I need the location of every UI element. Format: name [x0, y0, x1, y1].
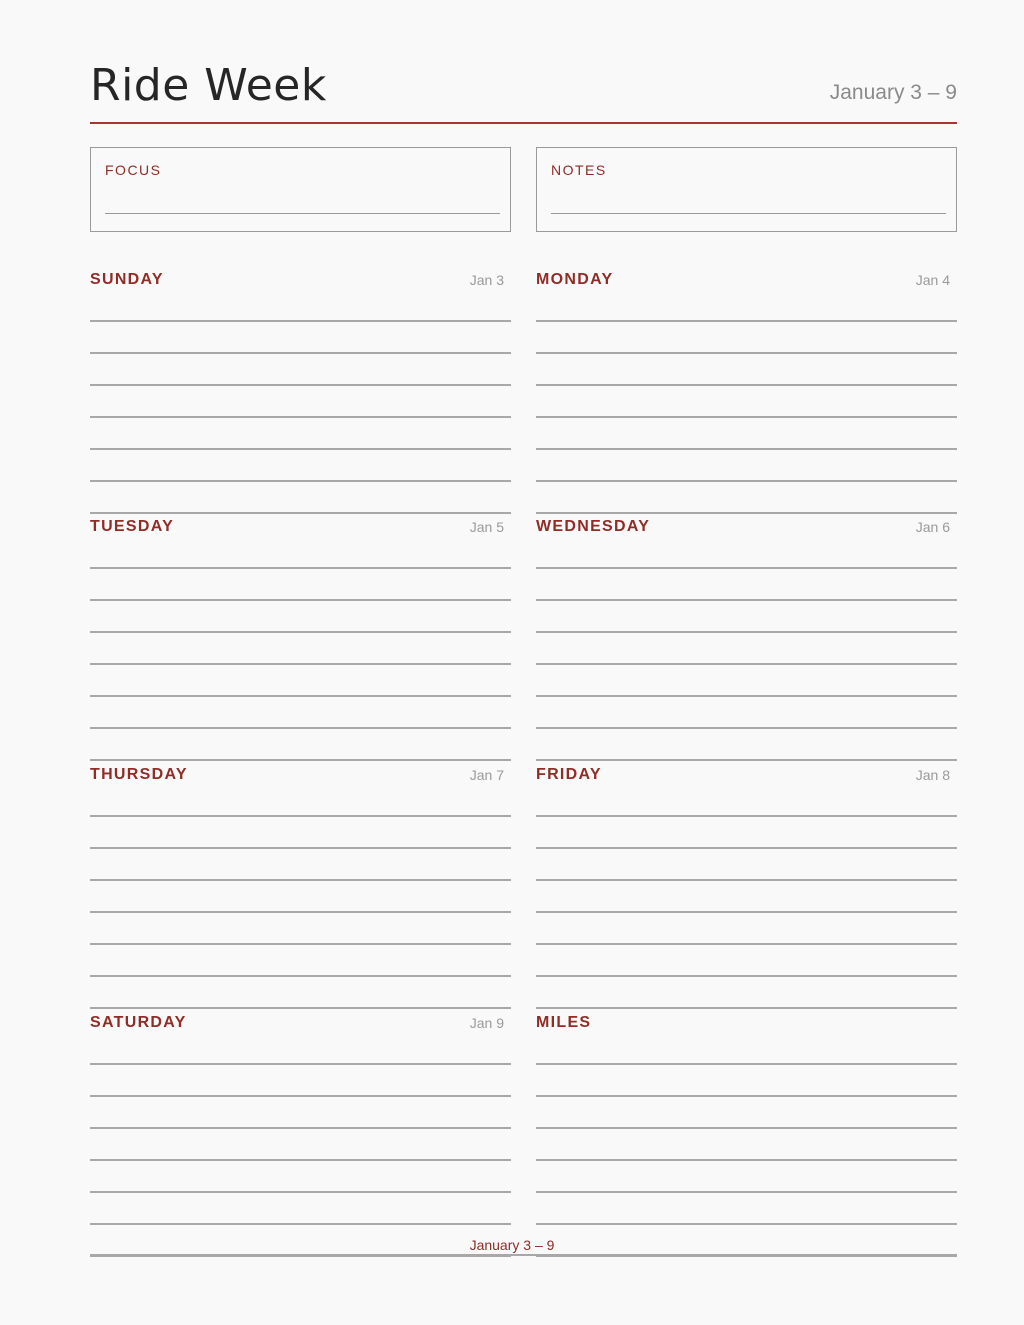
- footer-divider: [90, 1254, 957, 1256]
- write-line[interactable]: [90, 480, 511, 482]
- day-date: Jan 3: [469, 272, 504, 288]
- write-line[interactable]: [90, 448, 511, 450]
- write-line[interactable]: [90, 815, 511, 817]
- write-line[interactable]: [536, 416, 957, 418]
- focus-box[interactable]: [90, 147, 511, 232]
- day-name: MILES: [536, 1014, 592, 1031]
- day-date: Jan 6: [915, 519, 950, 535]
- write-line[interactable]: [90, 384, 511, 386]
- write-line[interactable]: [536, 1191, 957, 1193]
- write-line[interactable]: [536, 1063, 957, 1065]
- write-line[interactable]: [536, 352, 957, 354]
- day-name: SATURDAY: [90, 1014, 187, 1031]
- write-line[interactable]: [90, 879, 511, 881]
- write-line[interactable]: [536, 663, 957, 665]
- write-line[interactable]: [536, 695, 957, 697]
- write-line[interactable]: [90, 1095, 511, 1097]
- write-line[interactable]: [536, 567, 957, 569]
- notes-write-line: [551, 213, 946, 214]
- write-line[interactable]: [90, 727, 511, 729]
- write-line[interactable]: [536, 1159, 957, 1161]
- write-line[interactable]: [90, 1007, 511, 1009]
- write-line[interactable]: [90, 631, 511, 633]
- write-line[interactable]: [536, 879, 957, 881]
- write-line[interactable]: [536, 512, 957, 514]
- write-line[interactable]: [90, 847, 511, 849]
- write-line[interactable]: [90, 695, 511, 697]
- write-line[interactable]: [90, 1063, 511, 1065]
- write-line[interactable]: [536, 448, 957, 450]
- write-line[interactable]: [536, 727, 957, 729]
- write-line[interactable]: [90, 1191, 511, 1193]
- write-line[interactable]: [90, 975, 511, 977]
- write-line[interactable]: [90, 512, 511, 514]
- day-name: SUNDAY: [90, 271, 164, 288]
- write-line[interactable]: [536, 815, 957, 817]
- day-name: THURSDAY: [90, 766, 188, 783]
- write-line[interactable]: [90, 759, 511, 761]
- day-name: FRIDAY: [536, 766, 602, 783]
- notes-box[interactable]: [536, 147, 957, 232]
- write-line[interactable]: [536, 911, 957, 913]
- header-date-range: January 3 – 9: [829, 81, 957, 104]
- focus-label: FOCUS: [105, 162, 162, 178]
- write-line[interactable]: [536, 384, 957, 386]
- header-divider: [90, 122, 957, 124]
- write-line[interactable]: [90, 911, 511, 913]
- day-name: WEDNESDAY: [536, 518, 651, 535]
- write-line[interactable]: [536, 1127, 957, 1129]
- write-line[interactable]: [90, 416, 511, 418]
- day-name: MONDAY: [536, 271, 614, 288]
- day-name: TUESDAY: [90, 518, 175, 535]
- write-line[interactable]: [90, 352, 511, 354]
- write-line[interactable]: [536, 480, 957, 482]
- write-line[interactable]: [536, 1223, 957, 1225]
- write-line[interactable]: [90, 1127, 511, 1129]
- day-date: Jan 5: [469, 519, 504, 535]
- write-line[interactable]: [90, 663, 511, 665]
- day-date: Jan 4: [915, 272, 950, 288]
- day-date: Jan 8: [915, 767, 950, 783]
- page-title: Ride Week: [90, 60, 327, 111]
- write-line[interactable]: [90, 1223, 511, 1225]
- focus-write-line: [105, 213, 500, 214]
- write-line[interactable]: [536, 847, 957, 849]
- write-line[interactable]: [536, 943, 957, 945]
- write-line[interactable]: [536, 975, 957, 977]
- write-line[interactable]: [90, 943, 511, 945]
- write-line[interactable]: [536, 599, 957, 601]
- footer-date-range: January 3 – 9: [469, 1237, 555, 1253]
- day-date: Jan 9: [469, 1015, 504, 1031]
- write-line[interactable]: [536, 631, 957, 633]
- write-line[interactable]: [536, 759, 957, 761]
- day-date: Jan 7: [469, 767, 504, 783]
- notes-label: NOTES: [551, 162, 607, 178]
- write-line[interactable]: [536, 1007, 957, 1009]
- write-line[interactable]: [536, 320, 957, 322]
- write-line[interactable]: [536, 1095, 957, 1097]
- write-line[interactable]: [90, 599, 511, 601]
- write-line[interactable]: [90, 567, 511, 569]
- write-line[interactable]: [90, 320, 511, 322]
- write-line[interactable]: [90, 1159, 511, 1161]
